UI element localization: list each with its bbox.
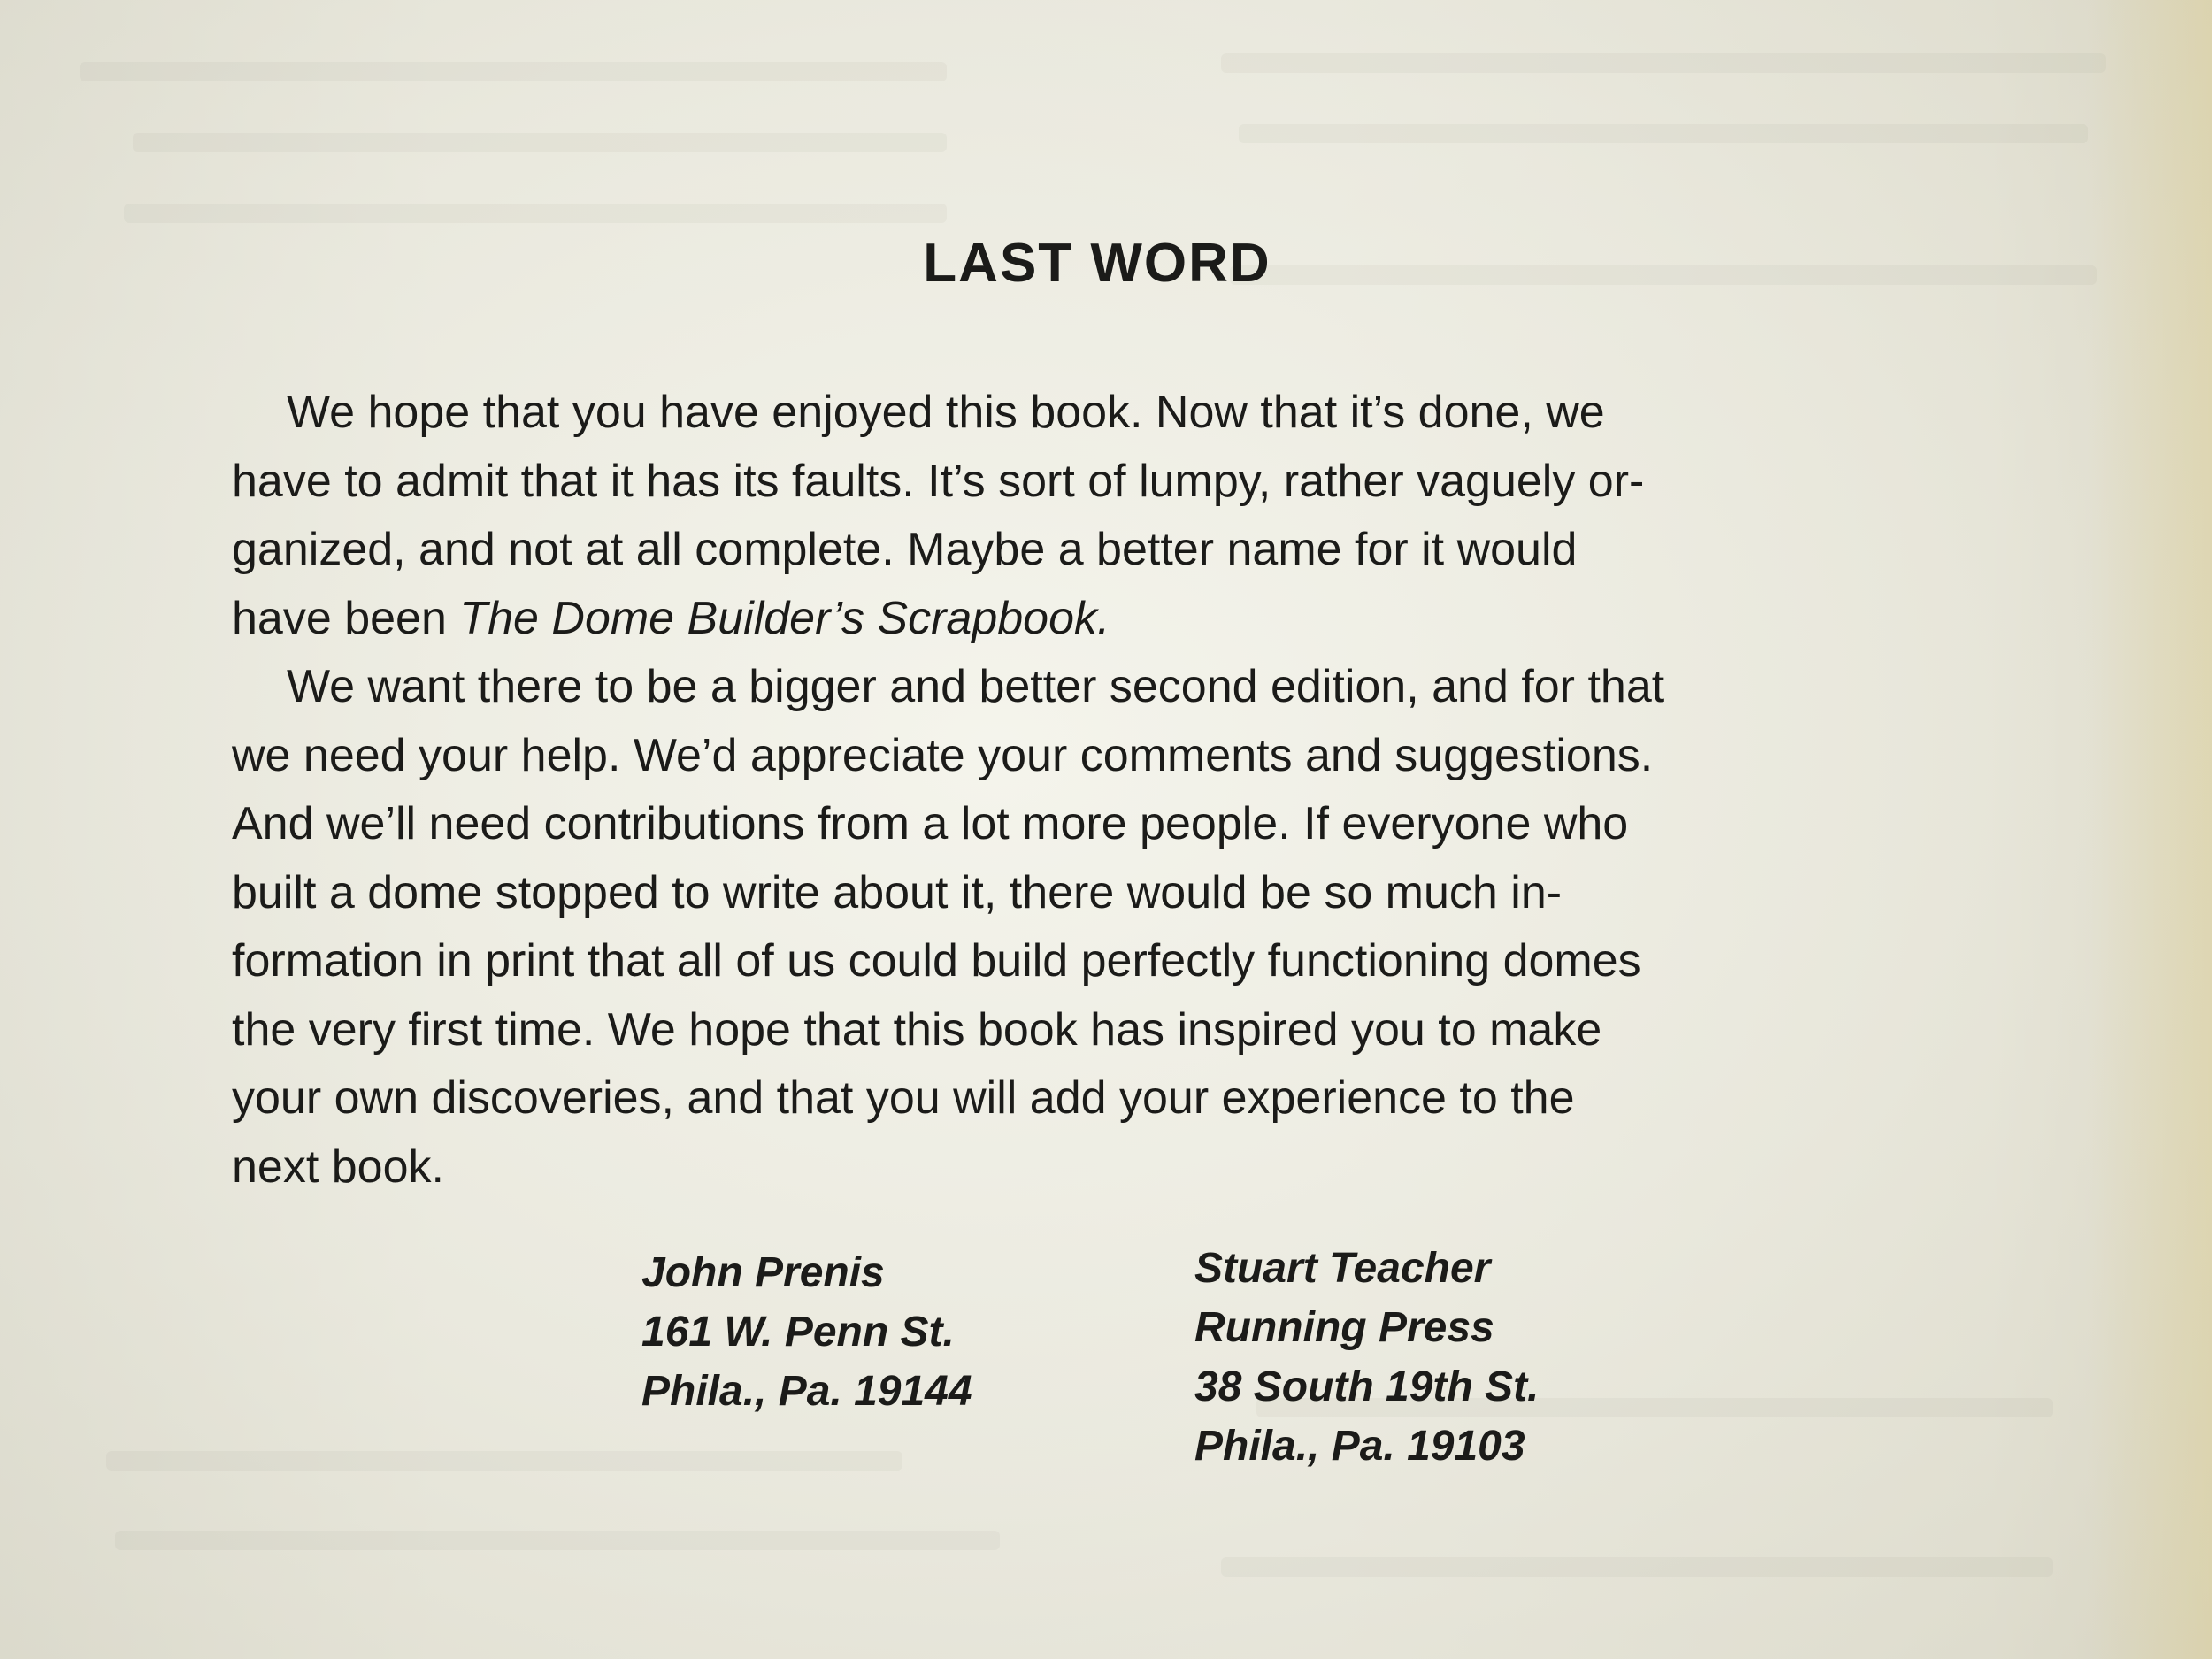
body-text [232,379,1957,1202]
signature-name: John Prenis [641,1249,885,1296]
line-prefix: have been [232,592,460,644]
signature-left [641,1243,972,1421]
show-through-line [115,1531,1000,1550]
signature-street: 161 W. Penn St. [641,1309,955,1356]
show-through-line [124,204,947,223]
paragraph-2-line: And we’ll need contributions from a lot more people. If everyone who [232,798,1629,849]
paragraph-2-line: We want there to be a bigger and better second edition, and for that [287,661,1665,712]
book-title-italic: The Dome Builder’s Scrapbook. [459,592,1110,644]
signature-street: 38 South 19th St. [1194,1363,1540,1410]
show-through-line [80,62,947,81]
paragraph-1-line: have to admit that it has its faults. It’s sort of lumpy, rather vaguely or- [232,455,1645,507]
paragraph-1-last-line [232,585,1957,654]
paragraph-2-line: the very first time. We hope that this book has inspired you to make [232,1003,1602,1056]
paragraph-1-line: ganized, and not at all complete. Maybe a better name for it would [232,524,1578,575]
page-title: LAST WORD [923,233,1271,294]
signature-city: Phila., Pa. 19103 [1194,1423,1525,1470]
signature-company: Running Press [1194,1304,1494,1351]
show-through-line [1239,124,2088,143]
paragraph-2-line: built a dome stopped to write about it, there would be so much in- [232,866,1563,918]
paragraph-2-line: next book. [232,1141,444,1193]
signature-name: Stuart Teacher [1194,1245,1491,1292]
paragraph-2-line: we need your help. We’d appreciate your comments and suggestions. [232,729,1654,781]
show-through-line [1221,53,2106,73]
paragraph-2-line: your own discoveries, and that you will add your experience to the [232,1072,1575,1124]
signature-right [1194,1239,1539,1476]
show-through-line [1221,1557,2053,1577]
show-through-line [133,133,947,152]
signature-city: Phila., Pa. 19144 [641,1368,972,1415]
paragraph-1-line: We hope that you have enjoyed this book. Now that it’s done, we [287,387,1605,438]
paragraph-2-line: formation in print that all of us could build perfectly functioning domes [232,935,1641,987]
show-through-line [106,1451,902,1471]
